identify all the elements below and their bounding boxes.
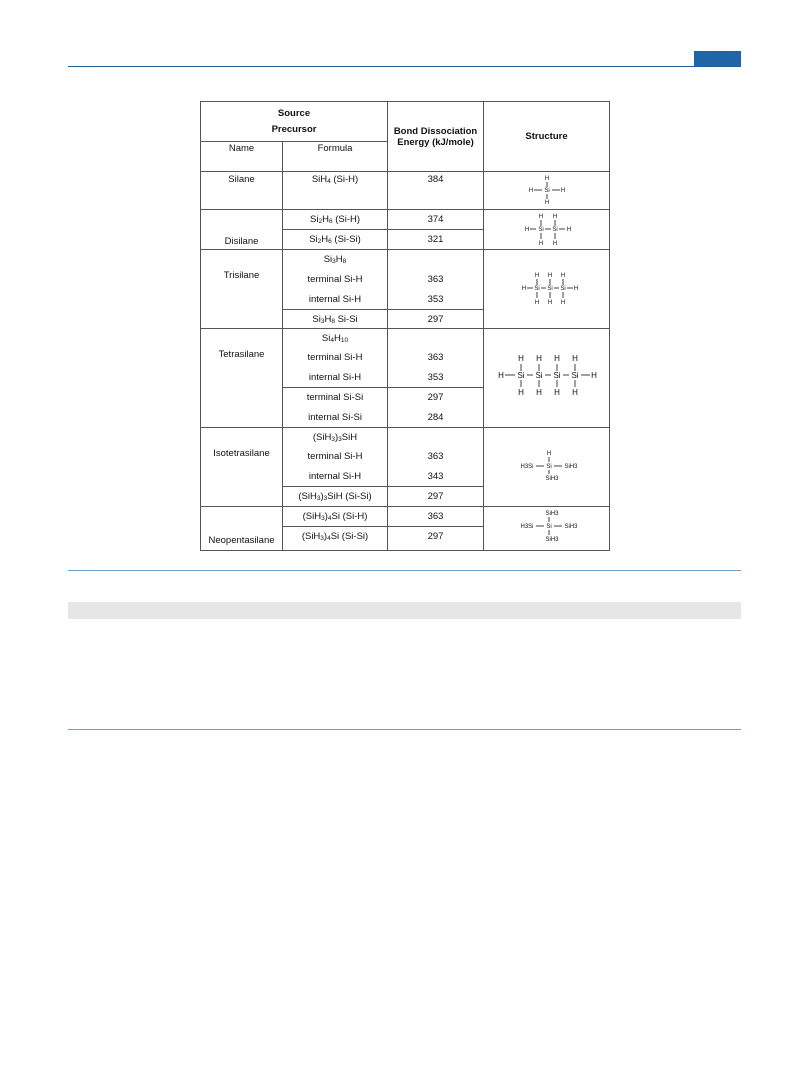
neopentasilane-structure-drawing bbox=[487, 508, 607, 550]
bde-disilane-sisi: 321 bbox=[388, 230, 484, 250]
formula-trisilane-internal-sih: internal Si-H bbox=[283, 290, 388, 310]
name-header: Name bbox=[201, 142, 283, 172]
bde-trisilane-blank bbox=[388, 250, 484, 270]
name-trisilane: Trisilane bbox=[201, 250, 283, 329]
atom-label: H bbox=[573, 286, 578, 292]
formula-disilane-sisi: $Si_2H_6$ (Si-Si) bbox=[283, 230, 388, 250]
section-divider bbox=[68, 570, 741, 571]
group-label: SiH3 bbox=[545, 476, 559, 482]
header-tab-block bbox=[694, 51, 741, 66]
name-tetrasilane: Tetrasilane bbox=[201, 329, 283, 428]
atom-label: H bbox=[560, 187, 565, 194]
atom-label: H bbox=[590, 371, 597, 380]
isotetrasilane-structure-drawing bbox=[487, 447, 607, 487]
bde-isotetrasilane-internal-sih: 343 bbox=[388, 467, 484, 487]
formula-tetrasilane-terminal-sisi: terminal Si-Si bbox=[283, 388, 388, 408]
atom-label: Si bbox=[559, 286, 566, 292]
source-label: Source bbox=[277, 107, 311, 119]
formula-isotetrasilane-terminal-sih: terminal Si-H bbox=[283, 447, 388, 467]
structure-disilane bbox=[484, 210, 610, 250]
atom-label: H bbox=[571, 354, 578, 363]
atom-label: H bbox=[547, 273, 552, 279]
formula-disilane-sih: $Si_2H_6$ (Si-H) bbox=[283, 210, 388, 230]
atom-label: H bbox=[517, 388, 524, 397]
atom-label: H bbox=[524, 226, 529, 233]
atom-label: H bbox=[544, 175, 549, 182]
group-label: SiH3 bbox=[564, 523, 578, 530]
atom-label: H bbox=[560, 273, 565, 279]
disilane-structure-drawing bbox=[487, 211, 607, 249]
formula-isotetrasilane-internal-sih: internal Si-H bbox=[283, 467, 388, 487]
atom-label: H bbox=[552, 213, 557, 220]
name-silane: Silane bbox=[201, 172, 283, 210]
formula-header: Formula bbox=[283, 142, 388, 172]
trisilane-structure-drawing bbox=[487, 269, 607, 309]
atom-label: Si bbox=[570, 371, 579, 380]
formula-trisilane-terminal-sih: terminal Si-H bbox=[283, 270, 388, 290]
atom-label: Si bbox=[545, 523, 552, 530]
bond-dissociation-table bbox=[200, 101, 610, 551]
structure-neopentasilane bbox=[484, 507, 610, 551]
atom-label: H bbox=[521, 286, 526, 292]
structure-header: Structure bbox=[484, 102, 610, 172]
atom-label: H bbox=[534, 273, 539, 279]
bde-tetrasilane-terminal-sih: 363 bbox=[388, 348, 484, 368]
precursor-label: Precursor bbox=[271, 123, 317, 135]
bde-header: Bond Dissociation Energy (kJ/mole) bbox=[388, 102, 484, 172]
atom-label: Si bbox=[516, 371, 525, 380]
tetrasilane-structure-drawing bbox=[487, 353, 607, 403]
structure-isotetrasilane bbox=[484, 428, 610, 507]
formula-isotetrasilane-sisi: $(SiH_3)_3SiH$ (Si-Si) bbox=[283, 487, 388, 507]
silane-structure-drawing bbox=[487, 174, 607, 208]
bde-trisilane-sisi: 297 bbox=[388, 310, 484, 329]
atom-label: H bbox=[538, 213, 543, 220]
formula-neopentasilane-sih: $(SiH_3)_4Si$ (Si-H) bbox=[283, 507, 388, 527]
bde-tetrasilane-blank bbox=[388, 329, 484, 348]
formula-tetrasilane-terminal-sih: terminal Si-H bbox=[283, 348, 388, 368]
bde-silane-sih: 384 bbox=[388, 172, 484, 210]
atom-label: H bbox=[534, 300, 539, 306]
formula-neopentasilane-sisi: $(SiH_3)_4Si$ (Si-Si) bbox=[283, 527, 388, 551]
name-isotetrasilane: Isotetrasilane bbox=[201, 428, 283, 507]
bde-disilane-sih: 374 bbox=[388, 210, 484, 230]
atom-label: H bbox=[547, 300, 552, 306]
atom-label: H bbox=[553, 388, 560, 397]
atom-label: H bbox=[553, 354, 560, 363]
group-label: SiH3 bbox=[545, 510, 559, 517]
bde-isotetrasilane-terminal-sih: 363 bbox=[388, 447, 484, 467]
group-label: H3Si bbox=[520, 464, 534, 470]
atom-label: H bbox=[571, 388, 578, 397]
bde-trisilane-terminal-sih: 363 bbox=[388, 270, 484, 290]
atom-label: Si bbox=[533, 286, 540, 292]
atom-label: Si bbox=[552, 371, 561, 380]
atom-label: H bbox=[535, 388, 542, 397]
name-neopentasilane: Neopentasilane bbox=[201, 507, 283, 551]
atom-label: Si bbox=[551, 226, 558, 233]
formula-trisilane-sisi: $Si_3H_8$ Si-Si bbox=[283, 310, 388, 329]
source-precursor-header bbox=[201, 102, 388, 142]
bde-neopentasilane-sih: 363 bbox=[388, 507, 484, 527]
section-header-bar bbox=[68, 602, 741, 619]
atom-label: H bbox=[544, 199, 549, 206]
atom-label: H bbox=[528, 187, 533, 194]
bde-isotetrasilane-sisi: 297 bbox=[388, 487, 484, 507]
bde-neopentasilane-sisi: 297 bbox=[388, 527, 484, 551]
bde-tetrasilane-terminal-sisi: 297 bbox=[388, 388, 484, 408]
formula-trisilane: $Si_3H_8$ bbox=[283, 250, 388, 270]
group-label: SiH3 bbox=[545, 536, 559, 543]
group-label: H3Si bbox=[520, 523, 534, 530]
atom-label: H bbox=[538, 240, 543, 247]
formula-silane-sih: SiH$_4$ (Si-H) bbox=[283, 172, 388, 210]
header-rule bbox=[68, 66, 741, 67]
name-disilane: Disilane bbox=[201, 210, 283, 250]
atom-label: H bbox=[546, 451, 551, 457]
atom-label: H bbox=[535, 354, 542, 363]
atom-label: H bbox=[566, 226, 571, 233]
bde-tetrasilane-internal-sisi: 284 bbox=[388, 408, 484, 428]
structure-silane bbox=[484, 172, 610, 210]
atom-label: H bbox=[517, 354, 524, 363]
atom-label: H bbox=[560, 300, 565, 306]
formula-tetrasilane-internal-sih: internal Si-H bbox=[283, 368, 388, 388]
formula-tetrasilane: $Si_4H_{10}$ bbox=[283, 329, 388, 348]
group-label: SiH3 bbox=[564, 464, 578, 470]
structure-trisilane bbox=[484, 250, 610, 329]
structure-tetrasilane bbox=[484, 329, 610, 428]
bde-tetrasilane-internal-sih: 353 bbox=[388, 368, 484, 388]
atom-label: Si bbox=[534, 371, 543, 380]
atom-label: H bbox=[497, 371, 504, 380]
bde-isotetrasilane-blank bbox=[388, 428, 484, 447]
formula-isotetrasilane: $(SiH_3)_3SiH$ bbox=[283, 428, 388, 447]
atom-label: Si bbox=[543, 187, 550, 194]
bde-trisilane-internal-sih: 353 bbox=[388, 290, 484, 310]
atom-label: Si bbox=[546, 286, 553, 292]
atom-label: Si bbox=[545, 464, 552, 470]
atom-label: Si bbox=[537, 226, 544, 233]
atom-label: H bbox=[552, 240, 557, 247]
formula-tetrasilane-internal-sisi: internal Si-Si bbox=[283, 408, 388, 428]
section-divider bbox=[68, 729, 741, 730]
